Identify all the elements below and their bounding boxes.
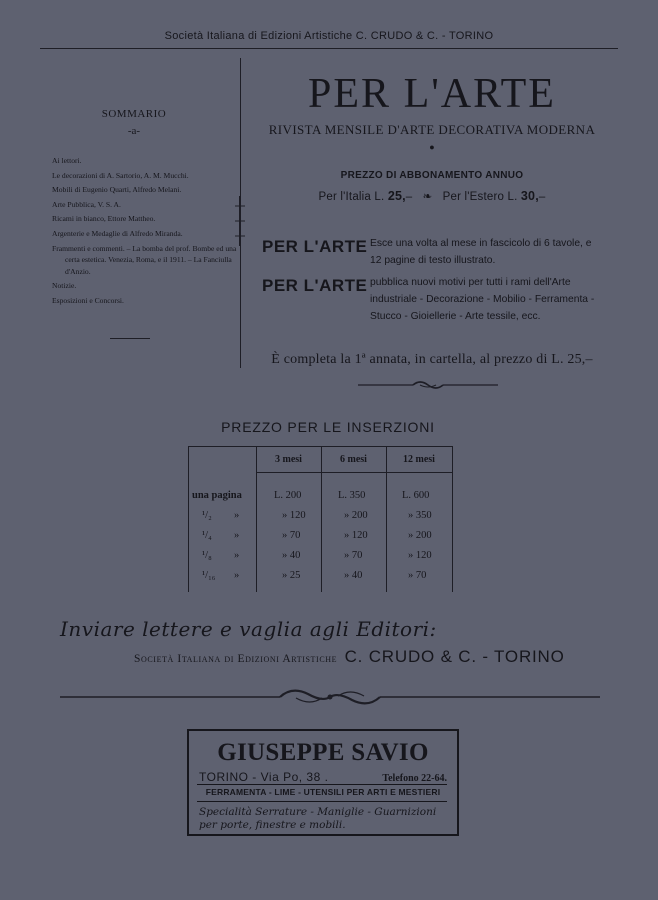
publisher-prefix: Società Italiana di Edizioni Artistiche — [134, 653, 338, 665]
table-top-rule — [188, 446, 452, 447]
table-col-rule — [256, 446, 257, 592]
row-label: ¹/₈ — [202, 550, 212, 561]
ad-rule — [197, 801, 447, 802]
table-cell: L. 350 — [338, 490, 366, 501]
row-mark: » — [234, 530, 240, 541]
completa-note: È completa la 1ª annata, in cartella, al prezzo di L. 25,– — [271, 352, 593, 367]
table-left-rule — [188, 446, 189, 592]
inserzioni-table — [188, 446, 452, 592]
sommario-end-rule — [110, 338, 150, 339]
row-label: ¹/₄ — [202, 530, 212, 541]
table-cell: L. 600 — [402, 490, 430, 501]
estero-label: Per l'Estero L. — [442, 191, 518, 203]
table-col-rule — [321, 446, 322, 592]
sommario-list — [52, 155, 237, 310]
abbonamento-title: PREZZO DI ABBONAMENTO ANNUO — [340, 170, 524, 181]
sommario-item: Mobili di Eugenio Quarti, Alfredo Melani. — [52, 185, 182, 195]
table-cell: L. 200 — [274, 490, 302, 501]
column-header: 6 mesi — [340, 454, 367, 465]
table-cell: » 40 — [344, 570, 363, 581]
italia-price: 25, — [387, 189, 406, 203]
column-header: 12 mesi — [403, 454, 435, 465]
table-col-rule — [386, 446, 387, 592]
savio-advertisement — [187, 729, 459, 836]
sommario-item: Arte Pubblica, V. S. A. — [52, 199, 121, 209]
row-mark: » — [234, 510, 240, 521]
leaf-ornament-icon: ❧ — [422, 191, 433, 203]
sommario-item: Ricami in bianco, Ettore Mattheo. — [52, 214, 156, 224]
sommario-item: Notizie. — [52, 281, 77, 291]
masthead-title: PER L'ARTE — [308, 71, 556, 117]
table-cell: » 70 — [282, 530, 301, 541]
table-cell: » 120 — [282, 510, 306, 521]
table-cell: » 200 — [344, 510, 368, 521]
table-cell: » 350 — [408, 510, 432, 521]
publisher-line — [134, 647, 565, 667]
sommario-item: Esposizioni e Concorsi. — [52, 295, 124, 305]
abbonamento-prices — [262, 189, 602, 203]
masthead-subtitle: RIVISTA MENSILE D'ARTE DECORATIVA MODERNA — [268, 122, 596, 137]
sommario-item: Frammenti e commenti. – La bomba del prof. Bombe ed una certa estetica. Venezia, Roma, e il 1911. – La Fanciulla d'Anzio. — [52, 243, 237, 276]
header-rule — [40, 48, 618, 49]
column-header: 3 mesi — [275, 454, 302, 465]
italia-label: Per l'Italia L. — [318, 191, 385, 203]
ad-rule — [197, 784, 447, 785]
row-mark: » — [234, 570, 240, 581]
estero-dash: – — [538, 191, 546, 203]
row-label: ¹/₁₆ — [202, 570, 216, 581]
sommario-item: Le decorazioni di A. Sartorio, A. M. Mucchi. — [52, 170, 189, 180]
inviare-line: Inviare lettere e vaglia agli Editori: — [60, 617, 437, 641]
divider-ornament — [358, 379, 498, 391]
row-mark: » — [234, 550, 240, 561]
table-cell: » 70 — [408, 570, 427, 581]
description-text: Esce una volta al mese in fascicolo di 6 tavole, e 12 pagine di testo illustrato. — [370, 238, 592, 266]
sommario-mark: -a- — [127, 125, 141, 137]
ad-address: TORINO - Via Po, 38 . — [199, 770, 329, 784]
sommario-item: Argenterie e Medaglie di Alfredo Miranda. — [52, 228, 183, 238]
divider-ornament — [60, 684, 600, 710]
table-cell: » 120 — [344, 530, 368, 541]
table-cell: » 25 — [282, 570, 301, 581]
table-cell: » 200 — [408, 530, 432, 541]
masthead-dot: ● — [429, 142, 435, 152]
row-label: ¹/₂ — [202, 510, 212, 521]
description-text: pubblica nuovi motivi per tutti i rami dell'Arte industriale - Decorazione - Mobilio - Ferramenta - Stucco - Gioiellerie - Arte tessile, ecc. — [370, 277, 595, 322]
ad-specialty: Specialità Serrature - Maniglie - Guarnizioni per porte, finestre e mobili. — [199, 806, 437, 831]
estero-price: 30, — [520, 189, 539, 203]
row-label: una pagina — [192, 490, 242, 501]
table-header-rule — [256, 472, 452, 473]
table-right-rule — [452, 446, 453, 592]
table-cell: » 40 — [282, 550, 301, 561]
page-header: Società Italiana di Edizioni Artistiche C. CRUDO & C. - TORINO — [164, 30, 494, 42]
publisher-name: C. CRUDO & C. - TORINO — [344, 647, 565, 666]
ad-telephone: Telefono 22-64. — [382, 773, 447, 784]
sommario-title: SOMMARIO — [101, 108, 167, 120]
ad-company-name: GIUSEPPE SAVIO — [217, 739, 429, 766]
italia-dash: – — [405, 191, 413, 203]
table-cell: » 120 — [408, 550, 432, 561]
inserzioni-title: PREZZO PER LE INSERZIONI — [221, 419, 435, 435]
description-label: PER L'ARTE — [262, 276, 368, 295]
table-cell: » 70 — [344, 550, 363, 561]
ad-goods: FERRAMENTA - LIME - UTENSILI PER ARTI E MESTIERI — [205, 787, 441, 797]
description-label: PER L'ARTE — [262, 237, 368, 256]
sommario-item: Ai lettori. — [52, 156, 82, 165]
